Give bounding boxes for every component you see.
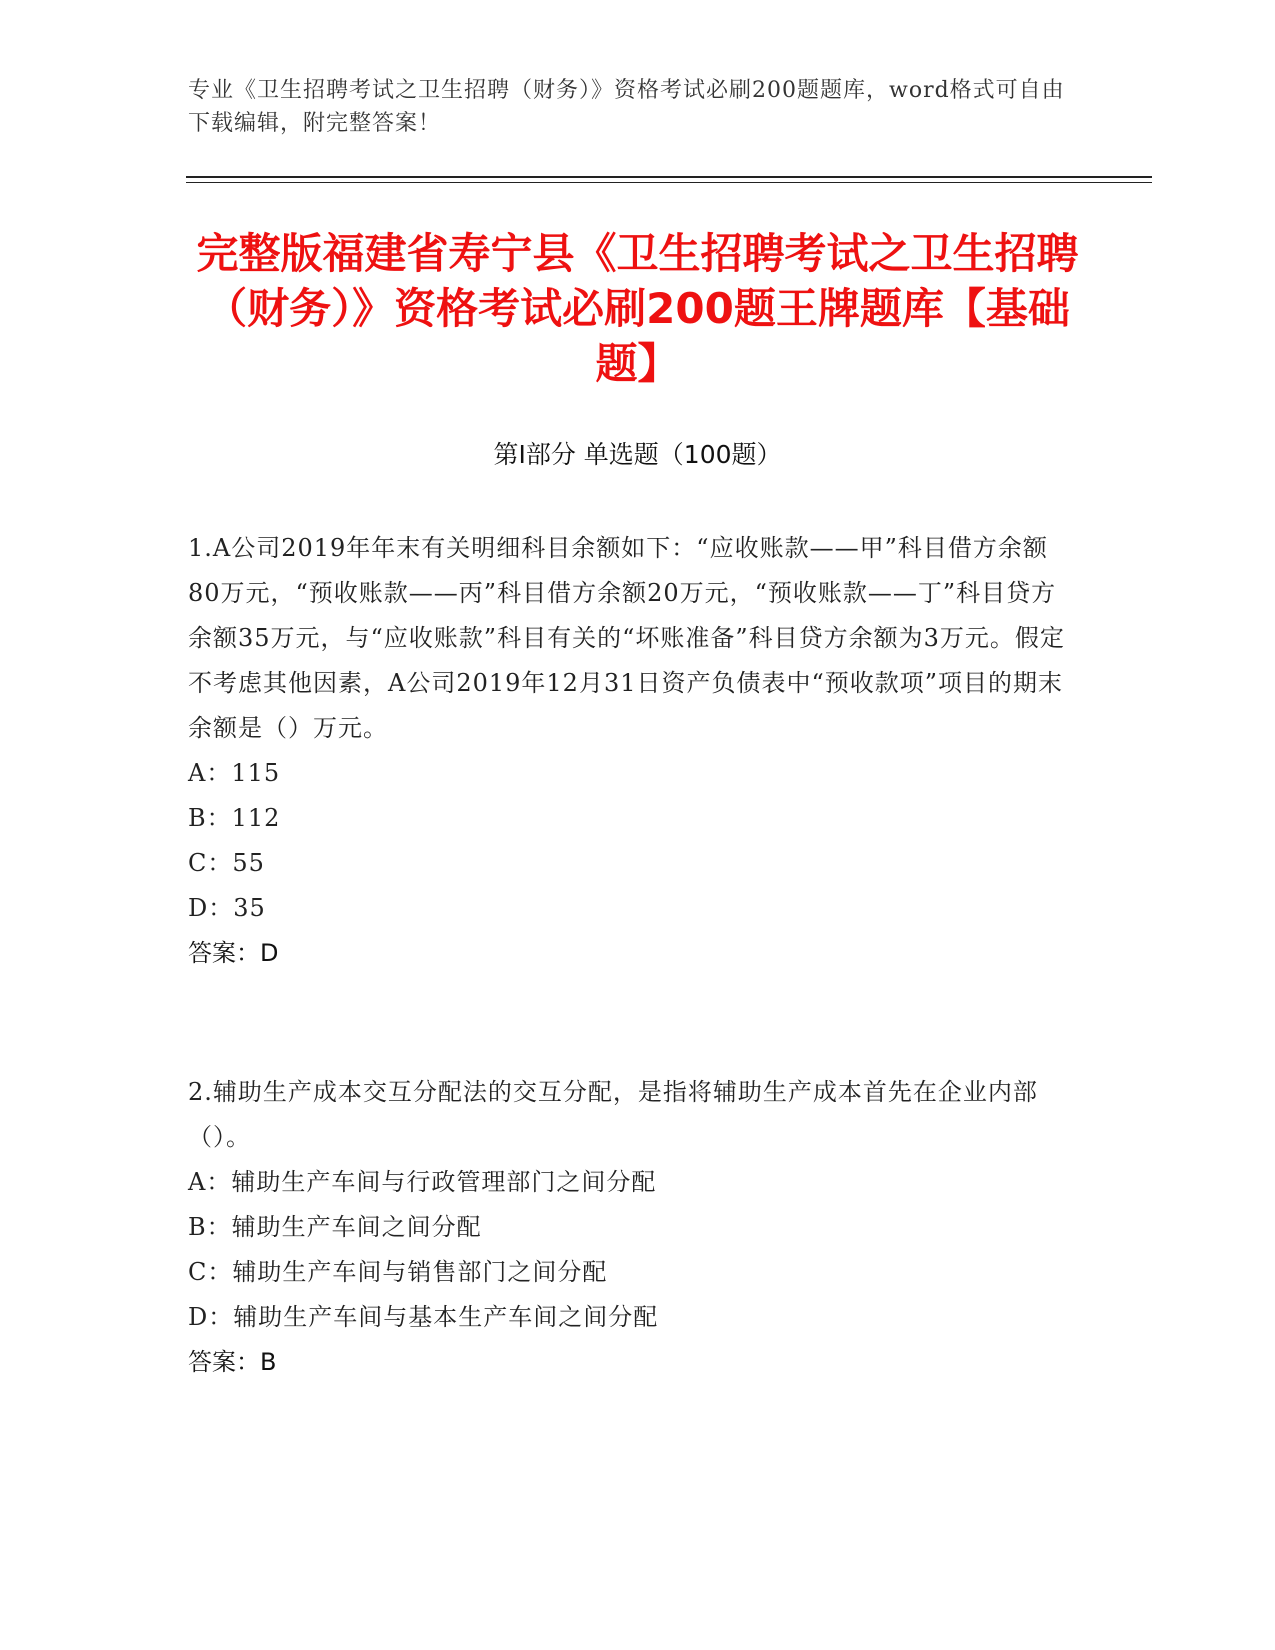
option-b: B：辅助生产车间之间分配 [188, 1213, 482, 1241]
question-text: 1.A公司2019年年末有关明细科目余额如下：“应收账款——甲”科目借方余额80万元，“预收账款——丙”科目借方余额20万元，“预收账款——丁”科目贷方余额35万元，与“应收账款”科目有关的“坏账准备”科目贷方余额为3万元。假定不考虑其他因素，A公司2019年12月31日资产负债表中“预收款项”项目的期末余额是（）万元。 [188, 534, 1065, 742]
section-title: 第I部分 单选题（100题） [493, 440, 782, 469]
option-c: C：55 [188, 849, 265, 877]
question-1 [188, 526, 1078, 976]
option-a: A：115 [188, 759, 281, 787]
answer: 答案：B [188, 1348, 277, 1376]
option-d: D：35 [188, 894, 266, 922]
answer: 答案：D [188, 939, 279, 967]
option-c: C：辅助生产车间与销售部门之间分配 [188, 1258, 608, 1286]
header-note: 专业《卫生招聘考试之卫生招聘（财务）》资格考试必刷200题题库，word格式可自由下载编辑，附完整答案！ [188, 78, 1065, 136]
header-rule-thick [186, 176, 1152, 178]
document-title: 完整版福建省寿宁县《卫生招聘考试之卫生招聘（财务）》资格考试必刷200题王牌题库【基础题】 [196, 229, 1079, 388]
question-text: 2.辅助生产成本交互分配法的交互分配，是指将辅助生产成本首先在企业内部（）。 [188, 1078, 1038, 1151]
question-2 [188, 1070, 1078, 1385]
header-rule-thin [186, 182, 1152, 183]
option-a: A：辅助生产车间与行政管理部门之间分配 [188, 1168, 657, 1196]
option-d: D：辅助生产车间与基本生产车间之间分配 [188, 1303, 659, 1331]
option-b: B：112 [188, 804, 281, 832]
